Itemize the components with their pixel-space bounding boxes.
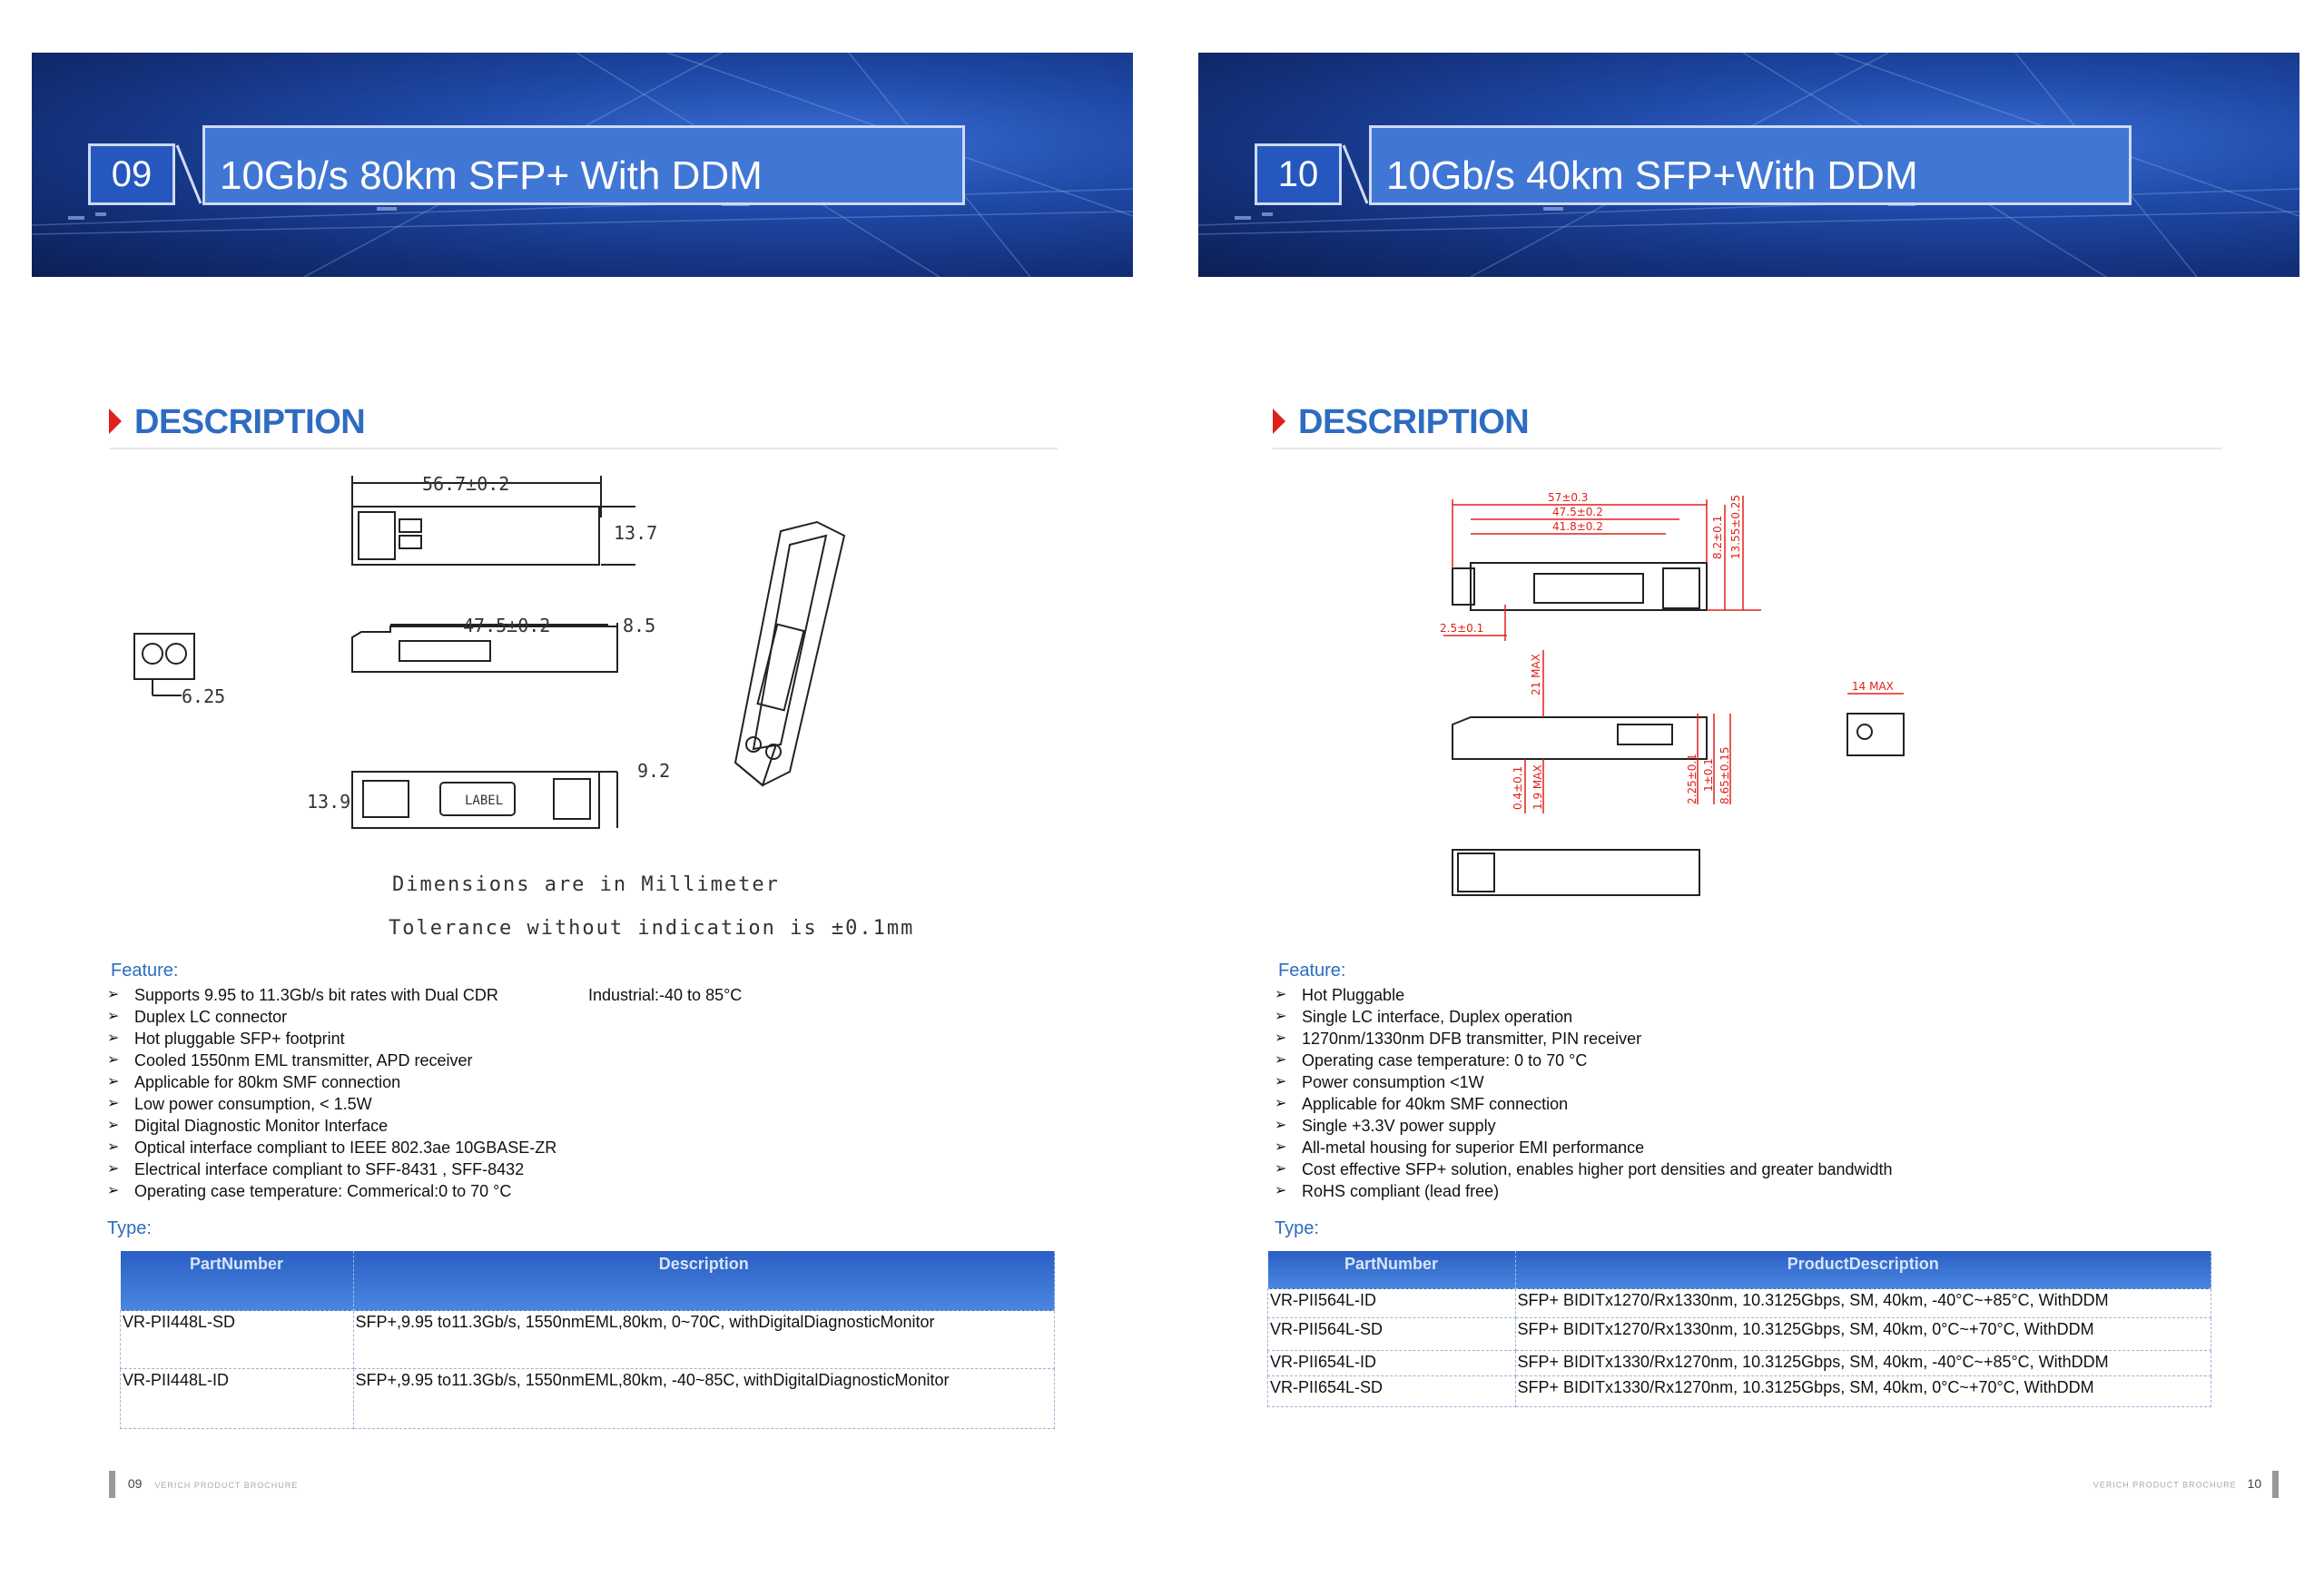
table-row: [1268, 1318, 2211, 1351]
feature-item: ➢ Operating case temperature: 0 to 70 °C: [1275, 1051, 1588, 1069]
dim-pin-thickness: 0.4±0.1: [1512, 765, 1524, 810]
feature-item: ➢ 1270nm/1330nm DFB transmitter, PIN receiver: [1275, 1030, 1642, 1048]
arrow-bullet-icon: ➢: [107, 1096, 120, 1111]
description-cell: SFP+ BIDITx1270/Rx1330nm, 10.3125Gbps, SM, 40km, 0°C~+70°C, WithDDM: [1515, 1318, 2211, 1351]
right-page: [1162, 0, 2324, 1577]
feature-item: ➢ Power consumption <1W: [1275, 1073, 1484, 1091]
arrow-bullet-icon: ➢: [1275, 1161, 1287, 1177]
arrow-bullet-icon: ➢: [1275, 1030, 1287, 1046]
footer-page-number: 09: [127, 1475, 143, 1491]
footer-text: VERICH PRODUCT BROCHURE: [2093, 1480, 2237, 1490]
page-footer: [2093, 1471, 2279, 1498]
feature-list: [1275, 984, 1893, 1202]
column-header-partnumber: PartNumber: [1268, 1251, 1516, 1289]
feature-item: ➢ Supports 9.95 to 11.3Gb/s bit rates with Dual CDR Industrial:-40 to 85°C: [107, 986, 743, 1004]
table-row: [1268, 1289, 2211, 1318]
feature-item: ➢ Applicable for 80km SMF connection: [107, 1073, 401, 1091]
page-number-box: 09: [88, 143, 175, 205]
arrow-bullet-icon: ➢: [1275, 1009, 1287, 1024]
arrow-bullet-icon: ➢: [1275, 1139, 1287, 1155]
dim-pitch: 6.25: [182, 685, 226, 707]
table-row: [1268, 1376, 2211, 1407]
part-table: [120, 1251, 1055, 1429]
page-banner: [32, 53, 1133, 277]
arrow-bullet-icon: ➢: [107, 1074, 120, 1089]
dim-length-2: 47.5±0.2: [463, 615, 551, 636]
feature-title: Feature:: [1278, 961, 1346, 981]
dim-width-2: 9.2: [637, 760, 671, 782]
feature-item: ➢ Optical interface compliant to IEEE 802.3ae 10GBASE-ZR: [107, 1138, 557, 1157]
part-number-cell: VR-PII448L-ID: [121, 1369, 354, 1429]
arrow-bullet-icon: ➢: [1275, 1096, 1287, 1111]
dim-overall-length: 57±0.3: [1548, 491, 1589, 504]
description-cell: SFP+,9.95 to11.3Gb/s, 1550nmEML,80km, -40~85C, withDigitalDiagnosticMonitor: [353, 1369, 1055, 1429]
feature-list: [107, 984, 743, 1202]
page-title: 10Gb/s 40km SFP+With DDM: [1369, 125, 2132, 205]
arrow-bullet-icon: ➢: [1275, 1183, 1287, 1198]
dim-height: 13.7: [614, 522, 658, 544]
section-heading: DESCRIPTION: [1273, 403, 1529, 442]
type-title: Type:: [107, 1218, 152, 1238]
feature-item: ➢ RoHS compliant (lead free): [1275, 1182, 1500, 1200]
footer-bar: [2272, 1471, 2279, 1498]
dim-max-width: 14 MAX: [1852, 680, 1894, 693]
feature-item: ➢ Cost effective SFP+ solution, enables higher port densities and greater bandwidth: [1275, 1160, 1893, 1178]
tolerance-note: Tolerance without indication is ±0.1mm: [389, 917, 915, 940]
page-title: 10Gb/s 80km SFP+ With DDM: [202, 125, 965, 205]
table-row: [121, 1311, 1055, 1369]
dim-length: 56.7±0.2: [422, 473, 510, 495]
industrial-temp: Industrial:-40 to 85°C: [588, 986, 743, 1004]
arrow-bullet-icon: ➢: [107, 1183, 120, 1198]
dim-max-height: 21 MAX: [1530, 654, 1542, 695]
part-number-cell: VR-PII448L-SD: [121, 1311, 354, 1369]
arrow-bullet-icon: ➢: [1275, 1118, 1287, 1133]
dim-offset: 2.5±0.1: [1440, 622, 1484, 635]
arrow-bullet-icon: ➢: [1275, 1074, 1287, 1089]
arrow-bullet-icon: ➢: [107, 1009, 120, 1024]
dimensions-note: Dimensions are in Millimeter: [392, 873, 780, 896]
part-number-cell: VR-PII654L-ID: [1268, 1351, 1516, 1376]
dimension-drawing: [1425, 487, 2024, 913]
part-number-cell: VR-PII564L-ID: [1268, 1289, 1516, 1318]
banner-slash: [1342, 143, 1369, 207]
dim-body-length: 47.5±0.2: [1552, 506, 1603, 518]
feature-item: ➢ Single LC interface, Duplex operation: [1275, 1008, 1573, 1026]
feature-item: ➢ Single +3.3V power supply: [1275, 1117, 1496, 1135]
feature-item: ➢ All-metal housing for superior EMI performance: [1275, 1138, 1645, 1157]
feature-item: ➢ Hot pluggable SFP+ footprint: [107, 1030, 345, 1048]
feature-item: ➢ Applicable for 40km SMF connection: [1275, 1095, 1569, 1113]
dim-step-c: 8.65±0.15: [1718, 746, 1731, 804]
dim-pin-max: 1.9 MAX: [1531, 764, 1544, 810]
description-cell: SFP+ BIDITx1330/Rx1270nm, 10.3125Gbps, SM, 40km, 0°C~+70°C, WithDDM: [1515, 1376, 2211, 1407]
description-cell: SFP+ BIDITx1330/Rx1270nm, 10.3125Gbps, SM, 40km, -40°C~+85°C, WithDDM: [1515, 1351, 2211, 1376]
part-number-cell: VR-PII564L-SD: [1268, 1318, 1516, 1351]
part-table: [1267, 1251, 2211, 1407]
feature-item: ➢ Cooled 1550nm EML transmitter, APD receiver: [107, 1051, 473, 1069]
section-heading: DESCRIPTION: [109, 403, 365, 442]
arrow-bullet-icon: ➢: [107, 1118, 120, 1133]
type-title: Type:: [1275, 1218, 1319, 1238]
part-number-cell: VR-PII654L-SD: [1268, 1376, 1516, 1407]
feature-item: ➢ Duplex LC connector: [107, 1008, 288, 1026]
arrow-bullet-icon: ➢: [107, 1161, 120, 1177]
dim-total-width: 13.55±0.25: [1729, 494, 1742, 559]
arrow-bullet-icon: ➢: [107, 1139, 120, 1155]
description-cell: SFP+ BIDITx1270/Rx1330nm, 10.3125Gbps, SM, 40km, -40°C~+85°C, WithDDM: [1515, 1289, 2211, 1318]
dim-step-b: 1±0.1: [1702, 758, 1715, 792]
feature-item: ➢ Operating case temperature: Commerical:0 to 70 °C: [107, 1182, 512, 1200]
section-divider: [1273, 448, 2221, 449]
feature-title: Feature:: [111, 961, 179, 981]
feature-item: ➢ Digital Diagnostic Monitor Interface: [107, 1117, 389, 1135]
feature-item: ➢ Low power consumption, < 1.5W: [107, 1095, 372, 1113]
section-divider: [109, 448, 1058, 449]
page-number-box: 10: [1255, 143, 1342, 205]
table-header-row: [1268, 1251, 2211, 1289]
dim-width: 13.9: [307, 791, 351, 813]
page-banner: [1198, 53, 2299, 277]
arrow-bullet-icon: ➢: [107, 1030, 120, 1046]
arrow-bullet-icon: ➢: [1275, 1052, 1287, 1068]
dim-inner-length: 41.8±0.2: [1552, 520, 1603, 533]
dim-step-a: 2.25±0.1: [1686, 754, 1699, 804]
feature-item: ➢ Hot Pluggable: [1275, 986, 1405, 1004]
table-header-row: [121, 1251, 1055, 1311]
description-cell: SFP+,9.95 to11.3Gb/s, 1550nmEML,80km, 0~70C, withDigitalDiagnosticMonitor: [353, 1311, 1055, 1369]
dimension-drawing: [127, 472, 944, 835]
column-header-description: ProductDescription: [1515, 1251, 2211, 1289]
dim-thickness: 8.5: [623, 615, 656, 636]
arrow-bullet-icon: ➢: [107, 1052, 120, 1068]
table-row: [1268, 1351, 2211, 1376]
footer-page-number: 10: [2247, 1475, 2262, 1491]
footer-bar: [109, 1471, 115, 1498]
footer-text: VERICH PRODUCT BROCHURE: [154, 1480, 299, 1490]
bullet-triangle-icon: [1273, 409, 1285, 434]
bullet-triangle-icon: [109, 409, 122, 434]
arrow-bullet-icon: ➢: [107, 987, 120, 1002]
column-header-description: Description: [353, 1251, 1055, 1311]
arrow-bullet-icon: ➢: [1275, 987, 1287, 1002]
feature-item: ➢ Electrical interface compliant to SFF-8431 , SFF-8432: [107, 1160, 525, 1178]
module-label: LABEL: [465, 793, 504, 808]
banner-slash: [175, 143, 202, 207]
page-footer: [109, 1471, 298, 1498]
table-row: [121, 1369, 1055, 1429]
column-header-partnumber: PartNumber: [121, 1251, 354, 1311]
dim-latch-height: 8.2±0.1: [1711, 515, 1724, 559]
